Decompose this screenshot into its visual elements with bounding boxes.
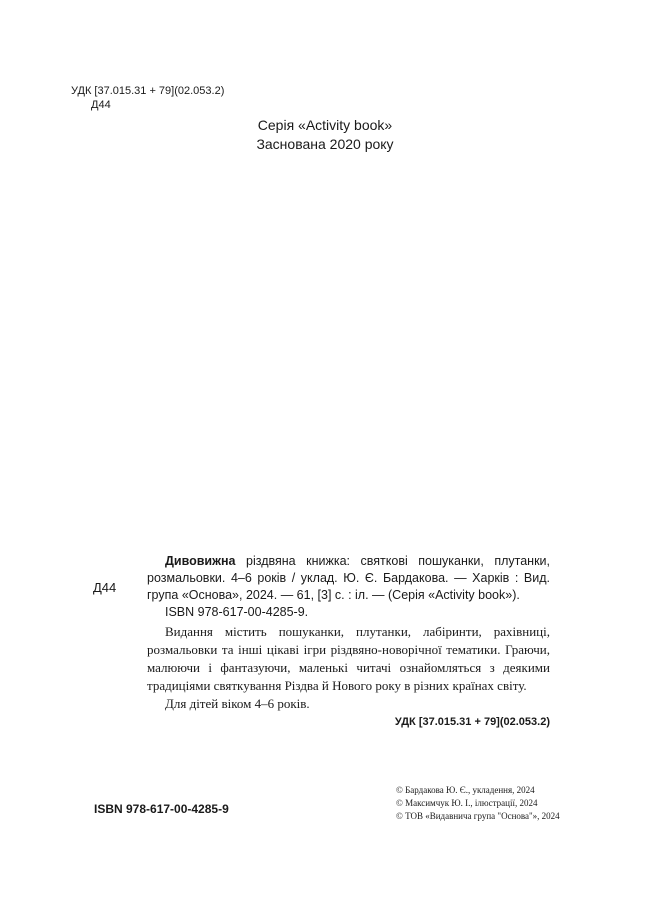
bibliographic-entry xyxy=(147,553,550,604)
copyright-line: © ТОВ «Видавнича група "Основа"», 2024 xyxy=(396,811,560,821)
series-founded: Заснована 2020 року xyxy=(256,136,394,152)
series-info xyxy=(0,116,650,154)
catalog-isbn: ISBN 978-617-00-4285-9. xyxy=(165,605,309,619)
udk-header xyxy=(71,84,224,112)
catalog-udk-code: УДК [37.015.31 + 79](02.053.2) xyxy=(394,716,550,728)
bibliographic-description: різдвяна книжка: святкові пошуканки, плутанки, розмальовки. 4–6 років / уклад. Ю. Є. Бардакова. — Харків : Вид. група «Основа», 2024. — 61, [3] с. : іл. — (Серія «Activity book»). xyxy=(147,554,550,602)
copyright-block xyxy=(396,784,560,823)
book-title: Дивовижна xyxy=(165,554,236,568)
copyright-line: © Бардакова Ю. Є., укладення, 2024 xyxy=(396,785,535,795)
audience-note: Для дітей віком 4–6 років. xyxy=(165,696,310,711)
copyright-line: © Максимчук Ю. І., ілюстрації, 2024 xyxy=(396,798,538,808)
catalog-author-mark: Д44 xyxy=(93,580,117,595)
annotation: Видання містить пошуканки, плутанки, лабіринти, рахівниці, розмальовки та інші цікаві ігри різдвяно-новорічної тематики. Граючи, малюючи і фантазуючи, маленькі читачі ознайомляться з деякими традиціями святкування Різдва й Нового року в різних країнах світу. xyxy=(147,624,550,693)
series-title: Серія «Activity book» xyxy=(257,117,393,133)
catalog-card xyxy=(88,553,550,728)
udk-code: УДК [37.015.31 + 79](02.053.2) xyxy=(71,85,225,97)
author-mark: Д44 xyxy=(91,99,111,111)
footer-isbn: ISBN 978-617-00-4285-9 xyxy=(94,802,229,816)
